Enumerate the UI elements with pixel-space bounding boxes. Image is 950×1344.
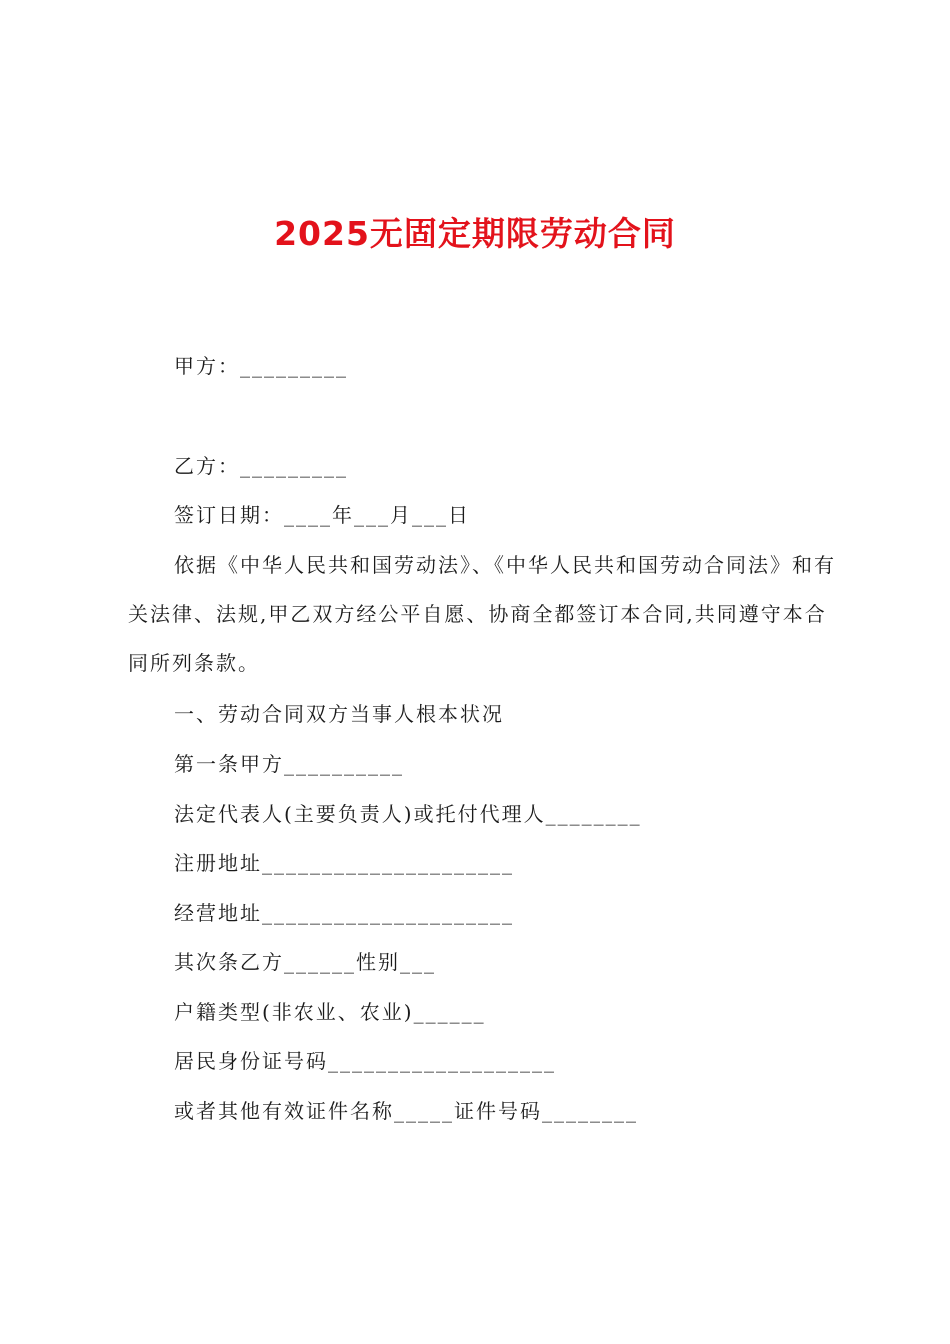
household-type-line: 户籍类型(非农业、农业)______ <box>174 1000 486 1024</box>
party-a-line: 甲方：_________ <box>174 354 348 378</box>
article-2-line: 其次条乙方______性别___ <box>174 950 436 974</box>
document-title: 2025无固定期限劳动合同 <box>274 214 676 253</box>
party-b-line: 乙方：_________ <box>174 454 348 478</box>
article-1-line: 第一条甲方__________ <box>174 752 404 776</box>
sign-date-line: 签订日期：____年___月___日 <box>174 503 470 527</box>
id-number-line: 居民身份证号码___________________ <box>174 1049 556 1073</box>
registered-address-line: 注册地址_____________________ <box>174 851 514 875</box>
other-id-line: 或者其他有效证件名称_____证件号码________ <box>174 1099 638 1123</box>
business-address-line: 经营地址_____________________ <box>174 901 514 925</box>
section-heading: 一、劳动合同双方当事人根本状况 <box>174 702 504 726</box>
legal-representative-line: 法定代表人(主要负责人)或托付代理人________ <box>174 802 642 826</box>
preamble-paragraph: 依据《中华人民共和国劳动法》、《中华人民共和国劳动合同法》和有关法律、法规,甲乙双方经公平自愿、协商全都签订本合同,共同遵守本合同所列条款。 <box>128 553 836 675</box>
